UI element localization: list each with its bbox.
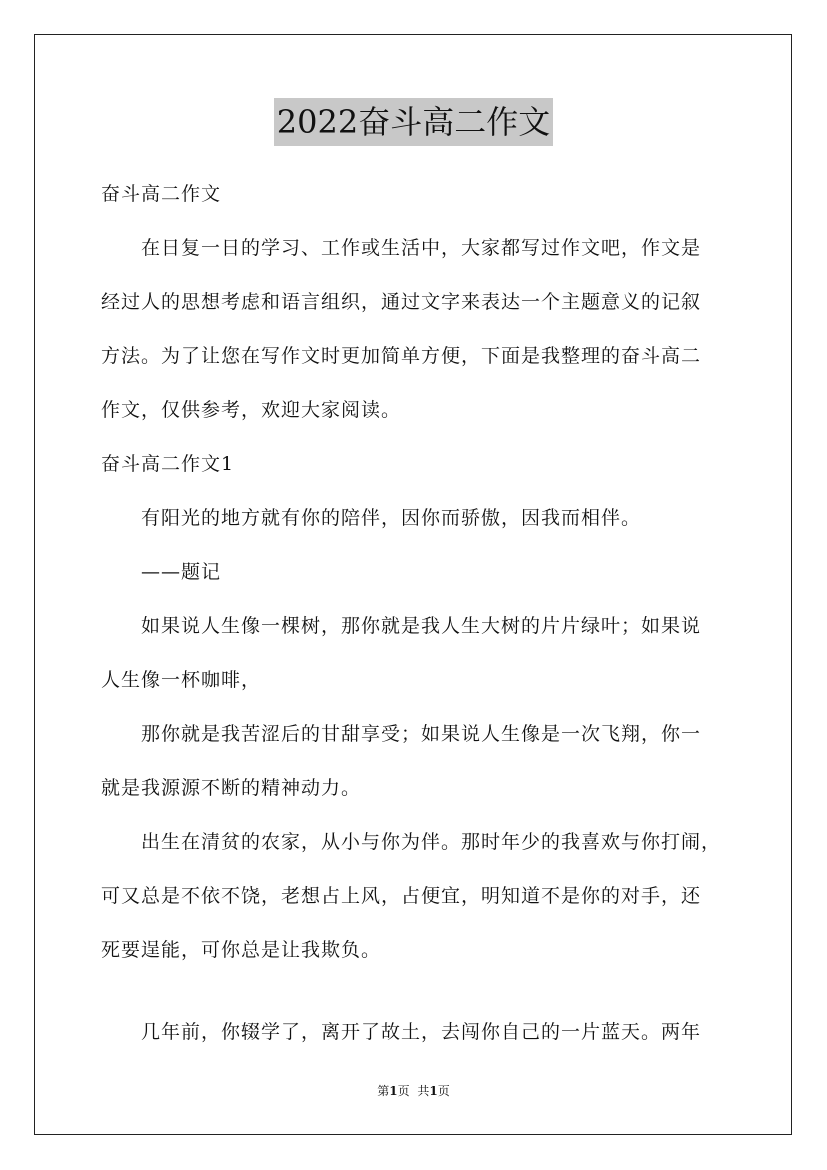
footer-page-suffix: 页 <box>397 1084 410 1098</box>
body-line: 出生在清贫的农家，从小与你为伴。那时年少的我喜欢与你打闹， <box>101 831 722 853</box>
document-title-block <box>0 98 827 146</box>
document-title: 2022奋斗高二作文 <box>274 98 553 146</box>
body-line: 奋斗高二作文1 <box>101 453 235 475</box>
footer-total-number: 1 <box>429 1084 438 1098</box>
body-line: 可又总是不依不饶，老想占上风，占便宜，明知道不是你的对手，还 <box>101 885 702 907</box>
body-line: 奋斗高二作文 <box>101 183 222 205</box>
body-line: 几年前，你辍学了，离开了故土，去闯你自己的一片蓝天。两年 <box>101 1021 702 1043</box>
body-line: 有阳光的地方就有你的陪伴，因你而骄傲，因我而相伴。 <box>101 507 642 529</box>
body-line: 在日复一日的学习、工作或生活中，大家都写过作文吧，作文是 <box>101 237 702 259</box>
body-line: 方法。为了让您在写作文时更加简单方便，下面是我整理的奋斗高二 <box>101 345 702 367</box>
footer-total-prefix: 共 <box>417 1084 430 1098</box>
footer-page-prefix: 第 <box>377 1084 390 1098</box>
footer-total-suffix: 页 <box>437 1084 450 1098</box>
body-line: ——题记 <box>101 561 222 583</box>
body-line: 如果说人生像一棵树，那你就是我人生大树的片片绿叶；如果说 <box>101 615 702 637</box>
body-line: 经过人的思想考虑和语言组织，通过文字来表达一个主题意义的记叙 <box>101 291 702 313</box>
body-line: 死要逞能，可你总是让我欺负。 <box>101 939 382 961</box>
body-line: 就是我源源不断的精神动力。 <box>101 777 362 799</box>
page-footer <box>0 1083 827 1099</box>
body-line: 那你就是我苦涩后的甘甜享受；如果说人生像是一次飞翔，你一 <box>101 723 702 745</box>
body-line: 作文，仅供参考，欢迎大家阅读。 <box>101 399 402 421</box>
body-line: 人生像一杯咖啡， <box>101 669 262 691</box>
footer-page-number: 1 <box>389 1084 398 1098</box>
